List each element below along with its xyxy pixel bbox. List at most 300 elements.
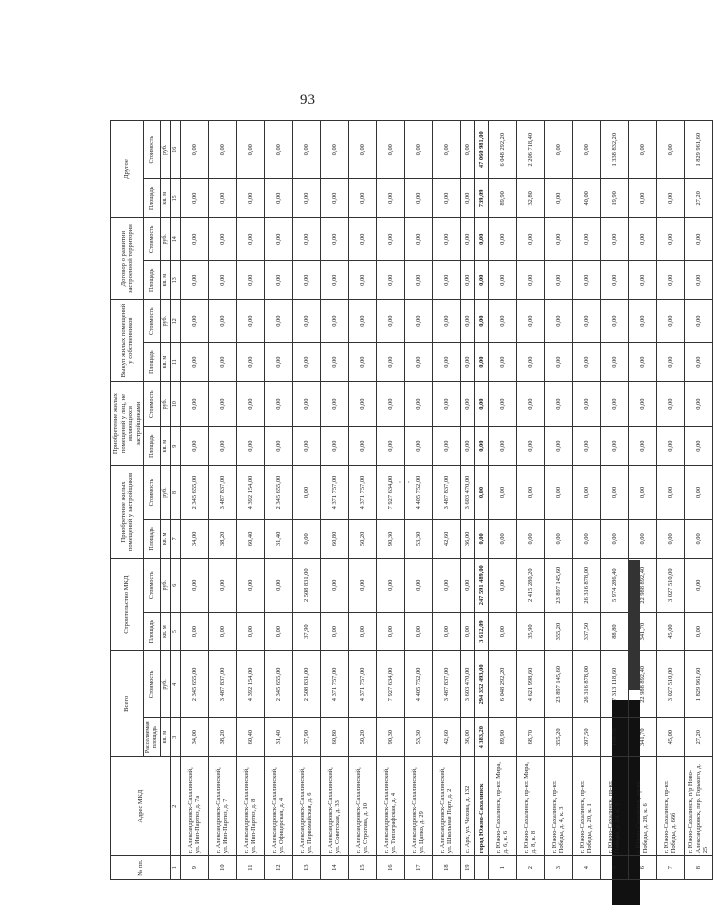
cell-cost: 22 988 892,40 [628, 651, 656, 718]
cell-cost: 2 415 280,20 [516, 558, 544, 612]
cell-cost: 0,00 [572, 218, 600, 261]
cell-area: 0,00 [474, 261, 488, 300]
cell-cost: 4 392 154,00 [236, 651, 264, 718]
cell-cost: 0,00 [488, 382, 516, 427]
row-number: 12 [264, 856, 292, 880]
table-row [600, 121, 628, 880]
cell-area: 0,00 [404, 343, 432, 382]
row-number: 3 [544, 856, 572, 880]
cell-area: 0,00 [208, 179, 236, 218]
table-row [264, 121, 292, 880]
row-number: 10 [208, 856, 236, 880]
unit-cost: руб. [161, 218, 171, 261]
cell-area: 0,00 [208, 261, 236, 300]
header-group-construction: Строительство МКД [111, 558, 144, 651]
cell-area: 0,00 [180, 427, 208, 466]
cell-cost: 0,00 [236, 218, 264, 261]
cell-cost: 26 316 878,00 [572, 558, 600, 612]
cell-cost: 0,00 [264, 218, 292, 261]
cell-area: 0,00 [348, 261, 376, 300]
header-sub-cost: Стоимость [144, 300, 161, 343]
col-number: 15 [170, 179, 180, 218]
cell-area: 739,09 [474, 179, 488, 218]
cell-area: 0,00 [460, 427, 474, 466]
cell-area: 0,00 [376, 343, 404, 382]
cell-cost: 0,00 [460, 218, 474, 261]
page-number: 93 [300, 92, 315, 108]
cell-area: 0,00 [264, 427, 292, 466]
cell-cost: 0,00 [656, 466, 684, 520]
cell-cost: 0,00 [292, 382, 320, 427]
cell-area: 90,30 [376, 520, 404, 559]
col-number: 10 [170, 382, 180, 427]
row-number: 4 [572, 856, 600, 880]
table-row [320, 121, 348, 880]
col-number: 1 [170, 856, 180, 880]
cell-cost: 3 487 837,00 [208, 466, 236, 520]
table-row [572, 121, 600, 880]
col-number: 9 [170, 427, 180, 466]
cell-area: 0,00 [600, 520, 628, 559]
cell-area: 27,20 [684, 179, 712, 218]
cell-area: 31,40 [264, 718, 292, 757]
cell-cost: 0,00 [628, 121, 656, 179]
cell-area: 0,00 [544, 427, 572, 466]
cell-area: 0,00 [320, 261, 348, 300]
cell-area: 0,00 [292, 343, 320, 382]
cell-area: 89,90 [488, 718, 516, 757]
cell-area: 3 612,09 [474, 612, 488, 651]
unit-cost: руб. [161, 558, 171, 612]
cell-cost: 4 621 998,60 [516, 651, 544, 718]
cell-area: 0,00 [432, 343, 460, 382]
cell-cost: 247 591 489,00 [474, 558, 488, 612]
cell-area: 34,00 [180, 520, 208, 559]
cell-cost: 2 508 831,00 [292, 558, 320, 612]
cell-cost: 0,00 [572, 466, 600, 520]
cell-cost: 0,00 [180, 300, 208, 343]
cell-cost: 0,00 [684, 382, 712, 427]
row-number: 1 [488, 856, 516, 880]
cell-cost: 0,00 [460, 382, 474, 427]
cell-cost: 0,00 [600, 218, 628, 261]
unit-area: кв. м [161, 343, 171, 382]
cell-area: 0,00 [474, 520, 488, 559]
cell-area: 0,00 [572, 343, 600, 382]
cell-cost: 0,00 [474, 466, 488, 520]
cell-cost: 2 206 718,40 [516, 121, 544, 179]
cell-area: 0,00 [180, 261, 208, 300]
cell-area: 31,40 [264, 520, 292, 559]
cell-area: 0,00 [432, 612, 460, 651]
cell-area: 60,40 [236, 520, 264, 559]
cell-area: 0,00 [544, 261, 572, 300]
cell-cost: 0,00 [348, 382, 376, 427]
cell-cost: 7 927 634,00 [376, 466, 404, 520]
row-address: г. Александровск-Сахалинский, ул. Школьная Порт, д. 2 [432, 757, 460, 856]
cell-cost: 0,00 [488, 300, 516, 343]
table-row [544, 121, 572, 880]
cell-area: 0,00 [376, 179, 404, 218]
col-number: 11 [170, 343, 180, 382]
cell-cost: 1 829 961,60 [684, 121, 712, 179]
cell-cost: 7 927 634,00 [376, 651, 404, 718]
cell-area: 38,20 [208, 718, 236, 757]
cell-area: 0,00 [516, 520, 544, 559]
cell-cost: 4 371 757,00 [348, 466, 376, 520]
cell-cost: 0,00 [292, 300, 320, 343]
header-group-territory: Договор о развитии застроенной территории [111, 218, 144, 300]
cell-cost: 2 345 655,00 [180, 466, 208, 520]
col-number: 13 [170, 261, 180, 300]
row-number: 11 [236, 856, 264, 880]
cell-cost: 4 371 757,00 [320, 466, 348, 520]
cell-cost: 0,00 [208, 121, 236, 179]
cell-cost: 0,00 [516, 466, 544, 520]
cell-area: 0,00 [656, 343, 684, 382]
cell-cost: 0,00 [684, 218, 712, 261]
cell-cost: 4 392 154,00 [236, 466, 264, 520]
cell-area: 0,00 [264, 261, 292, 300]
unit-area: кв. м [161, 427, 171, 466]
cell-area: 0,00 [656, 520, 684, 559]
table-row [348, 121, 376, 880]
cell-cost: 0,00 [488, 466, 516, 520]
cell-cost: 4 405 752,00 [404, 466, 432, 520]
cell-cost: 4 371 757,00 [320, 651, 348, 718]
row-number: 15 [348, 856, 376, 880]
cell-area: 50,20 [348, 718, 376, 757]
cell-cost: 0,00 [488, 558, 516, 612]
cell-cost: 0,00 [544, 382, 572, 427]
cell-area: 0,00 [320, 427, 348, 466]
header-sub-cost: Стоимость [144, 218, 161, 261]
row-address: с. Арх, ул. Чехова, д. 132 [460, 757, 474, 856]
cell-cost: 0,00 [236, 300, 264, 343]
cell-cost: 0,00 [180, 121, 208, 179]
cell-area: 0,00 [292, 520, 320, 559]
cell-area: 0,00 [208, 612, 236, 651]
cell-area: 0,00 [656, 179, 684, 218]
cell-area: 90,30 [376, 718, 404, 757]
cell-area: 0,00 [544, 520, 572, 559]
cell-area: 88,80 [600, 612, 628, 651]
cell-area: 0,00 [488, 520, 516, 559]
cell-cost: 0,00 [684, 466, 712, 520]
cell-cost: 47 060 981,00 [474, 121, 488, 179]
cell-area: 0,00 [544, 179, 572, 218]
cell-area: 0,00 [460, 179, 474, 218]
cell-area: 0,00 [320, 612, 348, 651]
cell-cost: 0,00 [180, 382, 208, 427]
cell-area: 0,00 [628, 427, 656, 466]
cell-area: 0,00 [376, 261, 404, 300]
cell-area: 53,30 [404, 718, 432, 757]
cell-area: 36,00 [460, 718, 474, 757]
cell-area: 0,00 [628, 179, 656, 218]
row-address: город Южно-Сахалинск [474, 757, 488, 856]
header-no: № пп. [111, 856, 171, 880]
row-address: г. Южно-Сахалинск, п/р Ново-Александровск, пер. Горького, д. 25 [684, 757, 712, 856]
cell-cost: 0,00 [656, 218, 684, 261]
cell-cost: 0,00 [474, 300, 488, 343]
unit-cost: руб. [161, 466, 171, 520]
col-number: 8 [170, 466, 180, 520]
cell-cost: 0,00 [656, 300, 684, 343]
cell-area: 36,00 [460, 520, 474, 559]
cell-cost: 0,00 [474, 382, 488, 427]
header-sub-area: Площадь [144, 179, 161, 218]
unit-area: кв. м [161, 261, 171, 300]
cell-area: 37,90 [292, 612, 320, 651]
cell-cost: 2 345 655,00 [180, 651, 208, 718]
cell-area: 0,00 [404, 179, 432, 218]
table-row [236, 121, 264, 880]
cell-area: 0,00 [684, 427, 712, 466]
cell-cost: 0,00 [320, 300, 348, 343]
col-number: 3 [170, 718, 180, 757]
cell-cost: 0,00 [628, 300, 656, 343]
cell-cost: 0,00 [236, 121, 264, 179]
cell-cost: 0,00 [600, 382, 628, 427]
cell-cost: 3 603 470,00 [460, 466, 474, 520]
cell-area: 0,00 [474, 343, 488, 382]
header-sub-area: Площадь [144, 427, 161, 466]
row-number: 17 [404, 856, 432, 880]
unit-cost: руб. [161, 382, 171, 427]
cell-cost: 4 405 752,00 [404, 651, 432, 718]
cell-area: 0,00 [432, 427, 460, 466]
cell-cost: 0,00 [460, 558, 474, 612]
cell-area: 0,00 [180, 612, 208, 651]
cell-cost: 0,00 [516, 300, 544, 343]
cell-area: 0,00 [320, 179, 348, 218]
cell-cost: 0,00 [348, 300, 376, 343]
row-address: г. Южно-Сахалинск, пр-кт. Мира, д. 6, к. 6 [488, 757, 516, 856]
cell-area: 0,00 [656, 261, 684, 300]
cell-cost: 2 345 655,00 [264, 466, 292, 520]
unit-area: кв. м [161, 520, 171, 559]
cell-area: 42,60 [432, 520, 460, 559]
row-address: г. Южно-Сахалинск, пр-кт. Мира, д. 8, к. 8 [516, 757, 544, 856]
cell-area: 45,00 [656, 718, 684, 757]
cell-cost: 0,00 [376, 121, 404, 179]
col-number: 14 [170, 218, 180, 261]
cell-cost: 0,00 [544, 121, 572, 179]
unit-cost: руб. [161, 300, 171, 343]
cell-area: 0,00 [236, 179, 264, 218]
cell-area: 0,00 [348, 343, 376, 382]
cell-area: 45,00 [656, 612, 684, 651]
cell-area: 0,00 [208, 343, 236, 382]
cell-area: 0,00 [474, 427, 488, 466]
housing-resettlement-table [110, 120, 713, 880]
header-sub-cost: Стоимость [144, 121, 161, 179]
cell-cost: 3 027 510,00 [656, 558, 684, 612]
cell-cost: 0,00 [432, 218, 460, 261]
header-group-total: Всего [111, 651, 144, 757]
rotated-table-container [110, 120, 710, 880]
cell-area: 0,00 [544, 343, 572, 382]
cell-area: 0,00 [460, 261, 474, 300]
row-address: г. Александровск-Сахалинский, ул. Советская, д. 33 [320, 757, 348, 856]
row-address: г. Александровск-Сахалинский, ул. Ивп-Партиз, д. 7 [208, 757, 236, 856]
cell-cost: 0,00 [292, 218, 320, 261]
cell-cost: 0,00 [656, 121, 684, 179]
table-row [516, 121, 544, 880]
cell-area: 42,60 [432, 718, 460, 757]
cell-cost: 0,00 [348, 558, 376, 612]
cell-cost: 5 974 286,40 [600, 558, 628, 612]
cell-area: 0,00 [208, 427, 236, 466]
header-group-row [111, 121, 144, 880]
cell-area: 0,00 [600, 427, 628, 466]
cell-cost: 0,00 [544, 300, 572, 343]
header-sub-area-total: Расселяемая площадь [144, 718, 161, 757]
cell-area: 0,00 [684, 612, 712, 651]
cell-area: 0,00 [236, 343, 264, 382]
header-sub-cost: Стоимость [144, 651, 161, 718]
row-address: г. Александровск-Сахалинский, ул. Строгова, д. 10 [348, 757, 376, 856]
row-number: 13 [292, 856, 320, 880]
cell-area: 34,00 [180, 718, 208, 757]
cell-cost: 0,00 [404, 300, 432, 343]
cell-cost: 0,00 [600, 466, 628, 520]
cell-area: 0,00 [488, 612, 516, 651]
cell-cost: 0,00 [516, 218, 544, 261]
cell-cost: 0,00 [208, 382, 236, 427]
cell-area: 0,00 [460, 612, 474, 651]
header-sub-area: Площадь [144, 520, 161, 559]
cell-cost: 0,00 [544, 218, 572, 261]
cell-area: 0,00 [376, 427, 404, 466]
cell-cost: 0,00 [684, 300, 712, 343]
cell-cost: 3 487 837,00 [208, 651, 236, 718]
cell-cost: 0,00 [404, 558, 432, 612]
header-group-buyout: Выкуп жилых помещений у собственников [111, 300, 144, 382]
cell-area: 0,00 [264, 612, 292, 651]
cell-area: 0,00 [628, 520, 656, 559]
cell-cost: 1 338 832,20 [600, 121, 628, 179]
row-address: г. Александровск-Сахалинский, ул. Ивп-Партиз, д. 8 [236, 757, 264, 856]
header-group-nondeveloper-purchase: Приобретение жилых помещений у лиц, не являющихся застройщиками [111, 382, 144, 466]
cell-area: 0,00 [516, 343, 544, 382]
cell-cost: 0,00 [376, 218, 404, 261]
row-address: г. Александровск-Сахалинский, ул. Цапко, д. 29 [404, 757, 432, 856]
cell-area: 0,00 [236, 427, 264, 466]
row-number: 18 [432, 856, 460, 880]
cell-area: 0,00 [264, 179, 292, 218]
cell-area: 0,00 [488, 261, 516, 300]
row-address: г. Южно-Сахалинск, пр-кт. Победы, д. 28, к. 6 [628, 757, 656, 856]
cell-cost: 0,00 [376, 558, 404, 612]
cell-cost: 0,00 [264, 121, 292, 179]
cell-cost: 4 371 757,00 [348, 651, 376, 718]
cell-area: 27,20 [684, 718, 712, 757]
cell-area: 0,00 [348, 612, 376, 651]
cell-area: 40,00 [572, 179, 600, 218]
cell-cost: 0,00 [474, 218, 488, 261]
cell-cost: 26 316 878,00 [572, 651, 600, 718]
cell-cost: 0,00 [264, 558, 292, 612]
cell-area: 341,70 [628, 612, 656, 651]
cell-area: 0,00 [684, 343, 712, 382]
cell-area: 108,70 [600, 718, 628, 757]
row-number [474, 856, 488, 880]
cell-area: 60,80 [320, 718, 348, 757]
cell-cost: 0,00 [628, 466, 656, 520]
cell-cost: 0,00 [320, 558, 348, 612]
cell-area: 0,00 [516, 427, 544, 466]
cell-cost: 0,00 [376, 300, 404, 343]
cell-area: 0,00 [572, 261, 600, 300]
cell-area: 60,40 [236, 718, 264, 757]
cell-cost: 0,00 [208, 300, 236, 343]
cell-area: 0,00 [264, 343, 292, 382]
cell-cost: 0,00 [320, 218, 348, 261]
row-address: г. Южно-Сахалинск, пр-кт. Победы, д. 20, к. 1 [572, 757, 600, 856]
cell-cost: 0,00 [628, 218, 656, 261]
cell-area: 0,00 [292, 261, 320, 300]
row-number: 6 [628, 856, 656, 880]
cell-area: 38,20 [208, 520, 236, 559]
cell-area: 35,90 [516, 612, 544, 651]
cell-area: 0,00 [600, 343, 628, 382]
row-address: г. Южно-Сахалинск, пр-кт. Победы, д. 66б [656, 757, 684, 856]
row-address: г. Южно-Сахалинск, пр-кт. Победы, д. 4, к. 3 [544, 757, 572, 856]
table-row [628, 121, 656, 880]
header-sub-cost: Стоимость [144, 382, 161, 427]
cell-area: 60,80 [320, 520, 348, 559]
table-row [376, 121, 404, 880]
cell-area: 0,00 [292, 179, 320, 218]
cell-cost: 0,00 [432, 121, 460, 179]
cell-cost: 23 897 145,60 [544, 558, 572, 612]
table-row [208, 121, 236, 880]
cell-area: 0,00 [348, 179, 376, 218]
header-address: Адрес МКД [111, 757, 171, 856]
row-address: г. Александровск-Сахалинский, ул. Ивп-Партиз, д. 7а [180, 757, 208, 856]
cell-cost: 7 313 118,60 [600, 651, 628, 718]
header-group-developer-purchase: Приобретение жилых помещений у застройщиков [111, 466, 144, 559]
cell-cost: 0,00 [264, 300, 292, 343]
cell-area: 0,00 [432, 261, 460, 300]
cell-area: 0,00 [404, 612, 432, 651]
row-number: 9 [180, 856, 208, 880]
table-row [488, 121, 516, 880]
cell-area: 0,00 [292, 427, 320, 466]
cell-area: 89,90 [488, 179, 516, 218]
cell-area: 68,70 [516, 718, 544, 757]
table-row [656, 121, 684, 880]
cell-cost: 0,00 [600, 300, 628, 343]
region-row [474, 121, 488, 880]
cell-cost: 0,00 [348, 218, 376, 261]
cell-cost: 0,00 [572, 121, 600, 179]
cell-cost: 0,00 [488, 218, 516, 261]
col-number: 5 [170, 612, 180, 651]
cell-area: 0,00 [600, 261, 628, 300]
unit-area: кв. м [161, 718, 171, 757]
cell-cost: 0,00 [544, 466, 572, 520]
cell-area: 0,00 [236, 261, 264, 300]
row-number: 14 [320, 856, 348, 880]
table-row [460, 121, 474, 880]
row-number: 7 [656, 856, 684, 880]
cell-area: 337,50 [572, 612, 600, 651]
cell-area: 0,00 [236, 612, 264, 651]
cell-cost: 294 352 493,00 [474, 651, 488, 718]
